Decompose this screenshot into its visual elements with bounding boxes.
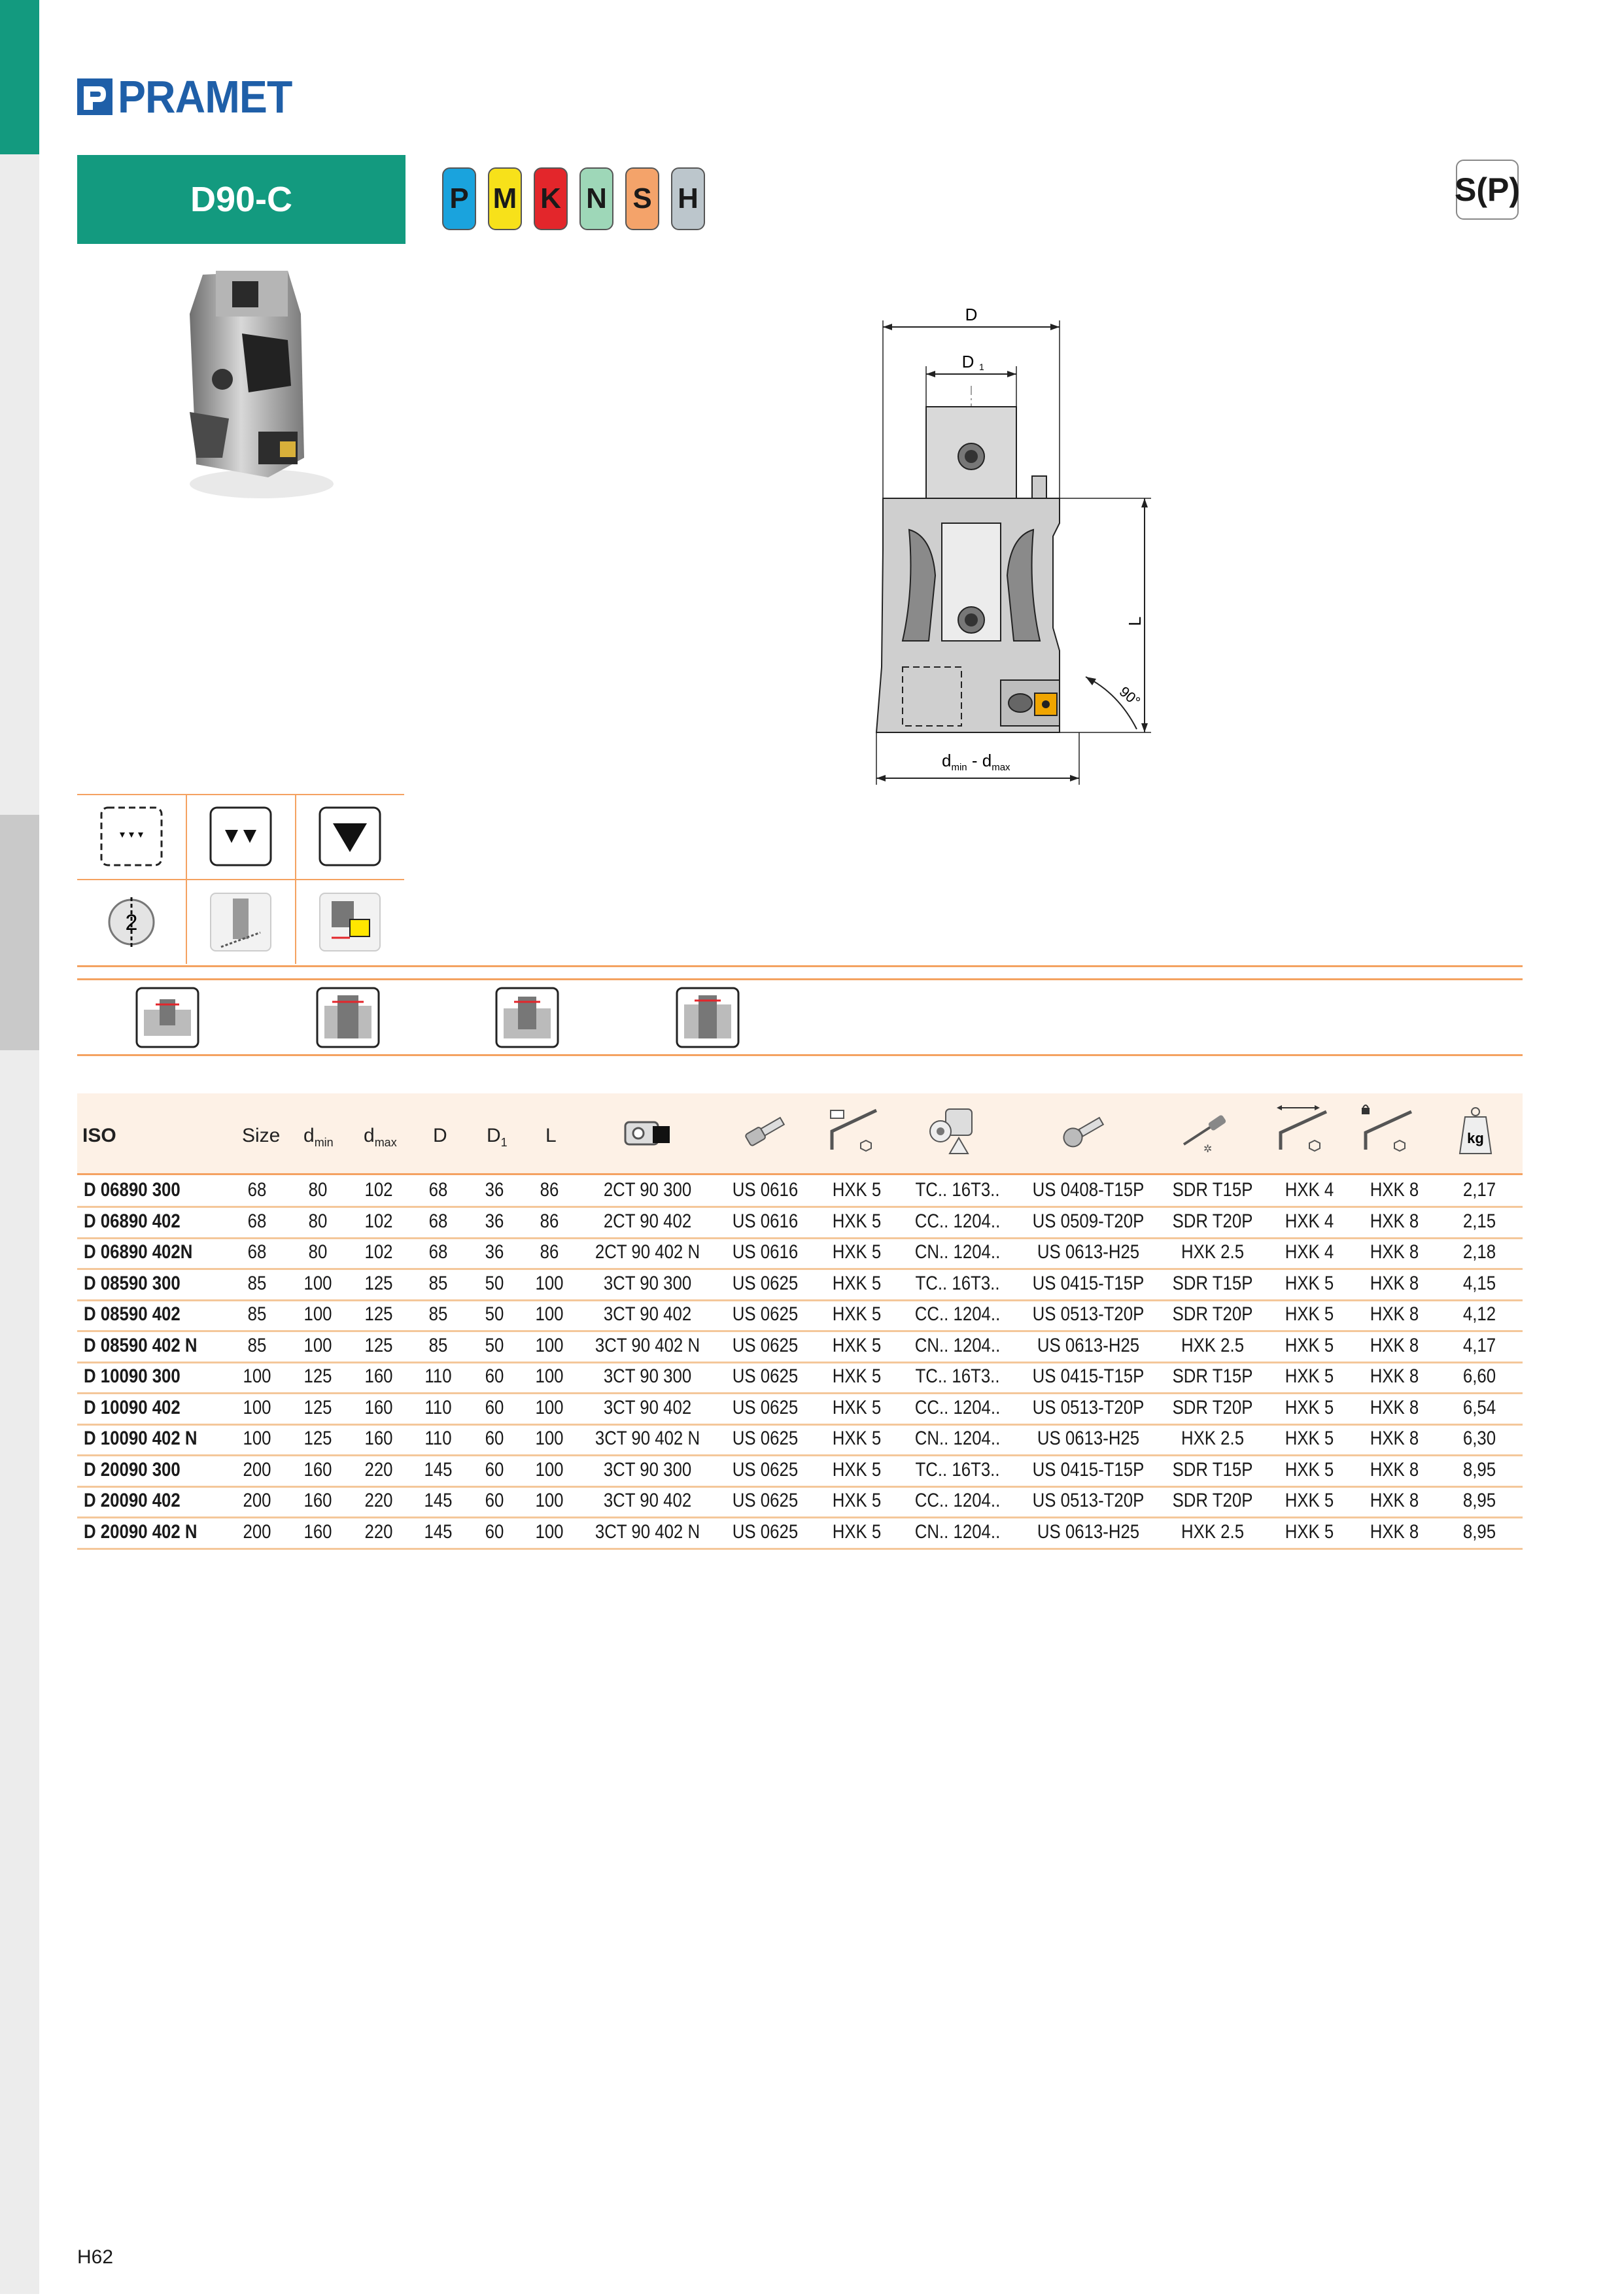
- cell-iso: D 06890 402N: [84, 1241, 193, 1263]
- header-dmin: $d_{min}$: [303, 1125, 334, 1149]
- cell-insert: 3CT 90 402: [603, 1396, 692, 1418]
- cell-d: 85: [428, 1303, 448, 1325]
- cell-l: 100: [535, 1334, 564, 1356]
- cell-insert-key: HXK 5: [832, 1490, 882, 1511]
- cell-dmin: 100: [303, 1272, 332, 1294]
- header-d: D: [433, 1125, 447, 1146]
- cell-shim-screw: US 0509-T20P: [1032, 1210, 1145, 1232]
- cell-insert-key: HXK 5: [832, 1272, 882, 1294]
- logo-mark-icon: [77, 77, 112, 116]
- insert-icon: [623, 1113, 675, 1156]
- table-row: [77, 1362, 1523, 1394]
- cell-l: 100: [535, 1428, 564, 1449]
- cell-insert: 3CT 90 402: [603, 1490, 692, 1511]
- heavy-cut-icon: [296, 794, 404, 879]
- cell-lock-key: HXK 8: [1370, 1272, 1419, 1294]
- screw-icon: [733, 1109, 791, 1158]
- cell-d1: 60: [485, 1428, 504, 1449]
- drawing-label-l: L: [1125, 616, 1145, 626]
- cell-weight: 2,17: [1462, 1179, 1496, 1201]
- drawing-label-d1: D: [961, 352, 975, 371]
- cell-dmin: 100: [303, 1334, 332, 1356]
- cell-lock-key: HXK 8: [1370, 1396, 1419, 1418]
- cell-d1: 36: [485, 1241, 504, 1263]
- cell-clamp-key: HXK 5: [1285, 1334, 1334, 1356]
- cell-shim-screw: US 0408-T15P: [1032, 1179, 1145, 1201]
- cell-dmin: 100: [303, 1303, 332, 1325]
- header-iso: ISO: [82, 1125, 116, 1146]
- side-tab: [0, 1521, 39, 1758]
- technical-drawing: [863, 301, 1190, 785]
- cell-insert-screw: US 0625: [732, 1272, 799, 1294]
- hex-key-icon: [1274, 1103, 1333, 1161]
- cell-dmax: 220: [364, 1520, 393, 1543]
- cell-size: 200: [243, 1490, 271, 1511]
- cell-d1: 60: [485, 1365, 504, 1387]
- cell-shim-screw: US 0415-T15P: [1032, 1458, 1145, 1481]
- cell-lock-key: HXK 8: [1370, 1520, 1419, 1543]
- cell-dmax: 220: [364, 1490, 393, 1511]
- cell-dmin: 80: [308, 1210, 328, 1232]
- brand-name: PRAMET: [118, 71, 292, 122]
- cell-dmax: 220: [364, 1458, 393, 1481]
- cell-l: 100: [535, 1520, 564, 1543]
- cell-insert: 3CT 90 300: [603, 1458, 692, 1481]
- cell-iso: D 10090 300: [84, 1365, 181, 1387]
- cell-d1: 60: [485, 1490, 504, 1511]
- cell-shim: CC.. 1204..: [914, 1490, 1001, 1511]
- drawing-label-d: D: [965, 305, 978, 324]
- cell-d1: 36: [485, 1210, 504, 1232]
- cell-clamp-key: HXK 5: [1285, 1458, 1334, 1481]
- cell-shim-key: SDR T15P: [1172, 1272, 1253, 1294]
- cell-insert-key: HXK 5: [832, 1428, 882, 1449]
- cell-weight: 4,12: [1462, 1303, 1496, 1325]
- cell-d: 68: [428, 1179, 448, 1201]
- cell-shim: TC.. 16T3..: [915, 1365, 1000, 1387]
- cell-dmin: 125: [303, 1365, 332, 1387]
- cell-dmax: 160: [364, 1396, 393, 1418]
- cell-insert: 3CT 90 402: [603, 1303, 692, 1325]
- two-edges-icon: [77, 880, 186, 965]
- cell-clamp-key: HXK 5: [1285, 1520, 1334, 1543]
- weight-icon: [1456, 1105, 1495, 1161]
- cell-clamp-key: HXK 4: [1285, 1210, 1334, 1232]
- cell-shim-screw: US 0513-T20P: [1032, 1303, 1145, 1325]
- cell-weight: 8,95: [1462, 1458, 1496, 1481]
- cell-d: 85: [428, 1272, 448, 1294]
- cell-shim: CN.. 1204..: [914, 1428, 1001, 1449]
- cell-dmin: 125: [303, 1428, 332, 1449]
- cell-insert-screw: US 0625: [732, 1334, 799, 1356]
- cell-size: 68: [247, 1241, 267, 1263]
- cell-shim: CN.. 1204..: [914, 1334, 1001, 1356]
- side-tab-highlight: [0, 815, 39, 1052]
- cell-shim-screw: US 0513-T20P: [1032, 1490, 1145, 1511]
- side-tab-active: [0, 0, 39, 156]
- slot-milling-icon: [315, 986, 381, 1052]
- cell-insert-key: HXK 5: [832, 1520, 882, 1543]
- cell-d1: 36: [485, 1179, 504, 1201]
- cell-dmax: 160: [364, 1428, 393, 1449]
- header-l: L: [545, 1125, 557, 1146]
- cell-weight: 6,54: [1462, 1396, 1496, 1418]
- cell-shim-screw: US 0415-T15P: [1032, 1272, 1145, 1294]
- pocketing-icon: [494, 986, 560, 1052]
- cell-clamp-key: HXK 4: [1285, 1241, 1334, 1263]
- cell-lock-key: HXK 8: [1370, 1458, 1419, 1481]
- cell-insert: 2CT 90 402 N: [595, 1241, 700, 1263]
- table-row: [77, 1175, 1523, 1208]
- cell-insert-screw: US 0625: [732, 1365, 799, 1387]
- side-tab: [0, 579, 39, 817]
- cell-iso: D 06890 300: [84, 1179, 181, 1201]
- cell-shim-screw: US 0613-H25: [1037, 1334, 1140, 1356]
- table-row: [77, 1455, 1523, 1488]
- face-milling-icon: [135, 986, 200, 1052]
- cell-d: 110: [424, 1428, 452, 1449]
- side-tab: [0, 154, 39, 346]
- cell-insert-screw: US 0616: [732, 1179, 799, 1201]
- side-tab-strip: [0, 0, 39, 2294]
- shim-screw-icon: [1052, 1109, 1111, 1158]
- cell-shim-key: SDR T20P: [1172, 1210, 1253, 1232]
- cell-size: 200: [243, 1520, 271, 1543]
- cell-insert-key: HXK 5: [832, 1334, 882, 1356]
- cell-insert: 2CT 90 300: [603, 1179, 692, 1201]
- cell-shim-key: HXK 2.5: [1181, 1241, 1245, 1263]
- side-tab: [0, 1992, 39, 2296]
- cell-dmin: 160: [303, 1490, 332, 1511]
- light-cut-icon: [77, 794, 186, 879]
- cell-insert-screw: US 0625: [732, 1303, 799, 1325]
- cell-shim: TC.. 16T3..: [915, 1179, 1000, 1201]
- cell-lock-key: HXK 8: [1370, 1428, 1419, 1449]
- cell-d: 68: [428, 1210, 448, 1232]
- cell-d: 68: [428, 1241, 448, 1263]
- cell-insert-screw: US 0625: [732, 1428, 799, 1449]
- cell-shim-key: SDR T15P: [1172, 1365, 1253, 1387]
- cell-shim-key: SDR T15P: [1172, 1179, 1253, 1201]
- cell-d1: 50: [485, 1303, 504, 1325]
- cell-clamp-key: HXK 5: [1285, 1272, 1334, 1294]
- cell-d: 145: [424, 1520, 453, 1543]
- cell-iso: D 08590 300: [84, 1272, 181, 1294]
- cell-d1: 50: [485, 1334, 504, 1356]
- cell-shim: CC.. 1204..: [914, 1396, 1001, 1418]
- divider-line: [77, 965, 1523, 967]
- cell-shim-screw: US 0415-T15P: [1032, 1365, 1145, 1387]
- cell-shim-key: HXK 2.5: [1181, 1334, 1245, 1356]
- cell-shim-key: SDR T20P: [1172, 1303, 1253, 1325]
- cell-size: 85: [247, 1272, 267, 1294]
- divider-line: [77, 1054, 1523, 1056]
- cell-l: 86: [540, 1241, 559, 1263]
- cell-shim: CC.. 1204..: [914, 1210, 1001, 1232]
- hex-key-icon: [825, 1105, 884, 1161]
- cell-iso: D 20090 402 N: [84, 1520, 198, 1543]
- cell-iso: D 20090 402: [84, 1490, 181, 1511]
- cell-clamp-key: HXK 5: [1285, 1428, 1334, 1449]
- table-row: [77, 1207, 1523, 1239]
- divider-line: [77, 978, 1523, 980]
- side-tab: [0, 1050, 39, 1288]
- cell-insert: 3CT 90 402 N: [595, 1428, 700, 1449]
- cell-weight: 4,15: [1462, 1272, 1496, 1294]
- cell-dmin: 125: [303, 1396, 332, 1418]
- ramping-icon: [186, 880, 295, 965]
- cell-weight: 2,18: [1462, 1241, 1496, 1263]
- cell-weight: 8,95: [1462, 1520, 1496, 1543]
- header-d1: $D_1$: [487, 1125, 508, 1149]
- drawing-label-d1-sub: 1: [979, 362, 984, 372]
- cell-iso: D 08590 402 N: [84, 1334, 198, 1356]
- side-tab: [0, 344, 39, 581]
- cell-shim-screw: US 0613-H25: [1037, 1241, 1140, 1263]
- cell-insert: 3CT 90 300: [603, 1272, 692, 1294]
- cell-dmin: 160: [303, 1520, 332, 1543]
- material-badge-p: P: [442, 167, 476, 230]
- cell-insert-screw: US 0616: [732, 1210, 799, 1232]
- page-number: H62: [77, 2246, 114, 2268]
- cell-dmax: 102: [364, 1179, 393, 1201]
- shim-icon: [926, 1105, 978, 1161]
- cell-weight: 6,60: [1462, 1365, 1496, 1387]
- cell-l: 86: [540, 1210, 559, 1232]
- cell-clamp-key: HXK 5: [1285, 1490, 1334, 1511]
- cell-weight: 2,15: [1462, 1210, 1496, 1232]
- drawing-label-angle: 90°: [1116, 683, 1144, 710]
- cell-insert-key: HXK 5: [832, 1179, 882, 1201]
- cell-shim-screw: US 0613-H25: [1037, 1428, 1140, 1449]
- cell-size: 100: [243, 1396, 271, 1418]
- cell-l: 100: [535, 1365, 564, 1387]
- table-row: [77, 1486, 1523, 1518]
- cell-size: 68: [247, 1210, 267, 1232]
- cell-l: 100: [535, 1272, 564, 1294]
- cell-shim-key: HXK 2.5: [1181, 1428, 1245, 1449]
- cell-size: 85: [247, 1303, 267, 1325]
- material-badge-s: S: [625, 167, 659, 230]
- cell-insert: 3CT 90 402 N: [595, 1334, 700, 1356]
- cell-iso: D 10090 402 N: [84, 1428, 198, 1449]
- cell-weight: 4,17: [1462, 1334, 1496, 1356]
- cell-l: 100: [535, 1303, 564, 1325]
- cell-size: 200: [243, 1458, 271, 1481]
- cell-shim-screw: US 0513-T20P: [1032, 1396, 1145, 1418]
- cell-lock-key: HXK 8: [1370, 1365, 1419, 1387]
- cell-dmin: 160: [303, 1458, 332, 1481]
- cell-insert-screw: US 0625: [732, 1520, 799, 1543]
- cell-shim-key: SDR T20P: [1172, 1490, 1253, 1511]
- cell-dmax: 102: [364, 1210, 393, 1232]
- header-dmax: $d_{max}$: [364, 1125, 397, 1149]
- cell-weight: 6,30: [1462, 1428, 1496, 1449]
- material-badge-k: K: [534, 167, 568, 230]
- cell-l: 100: [535, 1458, 564, 1481]
- cell-insert-key: HXK 5: [832, 1303, 882, 1325]
- hex-key-lock-icon: [1359, 1103, 1418, 1161]
- cell-insert-key: HXK 5: [832, 1365, 882, 1387]
- cell-size: 85: [247, 1334, 267, 1356]
- cell-d: 145: [424, 1490, 453, 1511]
- cell-clamp-key: HXK 5: [1285, 1303, 1334, 1325]
- cell-dmax: 102: [364, 1241, 393, 1263]
- cell-insert-screw: US 0625: [732, 1458, 799, 1481]
- cell-shim-key: HXK 2.5: [1181, 1520, 1245, 1543]
- cell-clamp-key: HXK 5: [1285, 1396, 1334, 1418]
- header-size: Size: [242, 1125, 281, 1146]
- cutting-mode-grid: [77, 794, 404, 964]
- cell-dmin: 80: [308, 1241, 328, 1263]
- cell-lock-key: HXK 8: [1370, 1179, 1419, 1201]
- cell-lock-key: HXK 8: [1370, 1490, 1419, 1511]
- product-title: D90-C: [77, 155, 406, 244]
- cell-l: 100: [535, 1396, 564, 1418]
- cell-dmin: 80: [308, 1179, 328, 1201]
- cell-d: 110: [424, 1396, 452, 1418]
- cell-insert-key: HXK 5: [832, 1458, 882, 1481]
- cell-size: 100: [243, 1365, 271, 1387]
- side-tab: [0, 1286, 39, 1523]
- cell-d1: 60: [485, 1458, 504, 1481]
- cell-shim-key: SDR T20P: [1172, 1396, 1253, 1418]
- cell-d1: 60: [485, 1520, 504, 1543]
- cell-d: 145: [424, 1458, 453, 1481]
- table-row: [77, 1331, 1523, 1363]
- brand-logo: [77, 73, 307, 120]
- cell-insert: 3CT 90 402 N: [595, 1520, 700, 1543]
- cell-shim: CN.. 1204..: [914, 1241, 1001, 1263]
- cell-iso: D 06890 402: [84, 1210, 181, 1232]
- cell-d: 110: [424, 1365, 452, 1387]
- cell-lock-key: HXK 8: [1370, 1334, 1419, 1356]
- cell-size: 68: [247, 1179, 267, 1201]
- cell-insert-screw: US 0625: [732, 1490, 799, 1511]
- cell-dmax: 160: [364, 1365, 393, 1387]
- cell-dmax: 125: [364, 1303, 393, 1325]
- table-row: [77, 1299, 1523, 1332]
- clamping-code: S(P): [1456, 160, 1519, 220]
- cell-iso: D 08590 402: [84, 1303, 181, 1325]
- cell-insert-screw: US 0625: [732, 1396, 799, 1418]
- cell-insert-key: HXK 5: [832, 1396, 882, 1418]
- cell-shim: TC.. 16T3..: [915, 1272, 1000, 1294]
- cell-dmax: 125: [364, 1272, 393, 1294]
- screwdriver-icon: [1177, 1109, 1236, 1158]
- cell-d: 85: [428, 1334, 448, 1356]
- table-row: [77, 1269, 1523, 1301]
- cell-shim: TC.. 16T3..: [915, 1458, 1000, 1481]
- mode-number: 2: [125, 910, 138, 935]
- cell-shim: CC.. 1204..: [914, 1303, 1001, 1325]
- cell-dmax: 125: [364, 1334, 393, 1356]
- cell-l: 86: [540, 1179, 559, 1201]
- drawing-label-dmin-dmax: $d_{min} - d_{max}$: [942, 751, 1010, 773]
- shoulder-icon: [296, 880, 404, 965]
- table-row: [77, 1424, 1523, 1456]
- cell-weight: 8,95: [1462, 1490, 1496, 1511]
- table-row: [77, 1517, 1523, 1550]
- cell-insert-screw: US 0616: [732, 1241, 799, 1263]
- svg-text:✲: ✲: [1203, 1142, 1213, 1155]
- table-row: [77, 1393, 1523, 1426]
- side-tab: [0, 1756, 39, 1994]
- table-row: [77, 1237, 1523, 1270]
- cell-lock-key: HXK 8: [1370, 1303, 1419, 1325]
- cell-size: 100: [243, 1428, 271, 1449]
- cell-lock-key: HXK 8: [1370, 1210, 1419, 1232]
- cell-insert-key: HXK 5: [832, 1241, 882, 1263]
- cell-d1: 60: [485, 1396, 504, 1418]
- cell-insert: 2CT 90 402: [603, 1210, 692, 1232]
- material-badge-h: H: [671, 167, 705, 230]
- cell-clamp-key: HXK 5: [1285, 1365, 1334, 1387]
- cell-insert: 3CT 90 300: [603, 1365, 692, 1387]
- header-weight-label: kg: [1467, 1130, 1484, 1146]
- cell-insert-key: HXK 5: [832, 1210, 882, 1232]
- cell-shim-key: SDR T15P: [1172, 1458, 1253, 1481]
- cell-shim-screw: US 0613-H25: [1037, 1520, 1140, 1543]
- material-badge-n: N: [579, 167, 613, 230]
- medium-cut-icon: [186, 794, 295, 879]
- plunging-icon: [675, 986, 740, 1052]
- product-photo: [170, 262, 334, 504]
- cell-iso: D 10090 402: [84, 1396, 181, 1418]
- cell-iso: D 20090 300: [84, 1458, 181, 1481]
- cell-d1: 50: [485, 1272, 504, 1294]
- cell-lock-key: HXK 8: [1370, 1241, 1419, 1263]
- cell-clamp-key: HXK 4: [1285, 1179, 1334, 1201]
- cell-l: 100: [535, 1490, 564, 1511]
- cell-shim: CN.. 1204..: [914, 1520, 1001, 1543]
- material-badge-m: M: [488, 167, 522, 230]
